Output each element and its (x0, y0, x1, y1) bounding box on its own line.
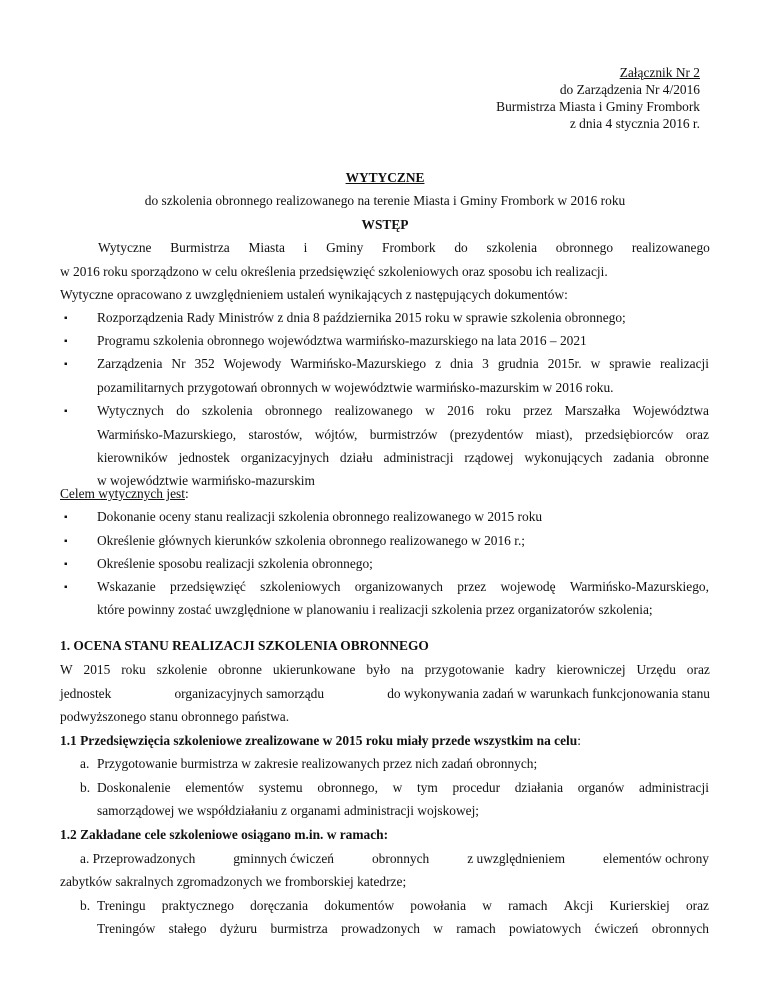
word: szkolenia (486, 240, 538, 255)
bullet-icon (64, 559, 68, 570)
word: Doskonalenie (97, 780, 171, 795)
word: oraz (686, 662, 710, 677)
word: w (590, 356, 601, 371)
document-item-4-line-1 (97, 403, 709, 419)
word: burmistrzów (369, 427, 438, 442)
word: szkolenie (156, 662, 208, 677)
word: przedsięwzięć (170, 579, 246, 594)
word: realizacji (659, 356, 709, 371)
document-item-4-line-4: w województwie warmińsko-mazurskim (97, 473, 315, 488)
word: Treningu (97, 898, 146, 913)
word: obronnego, (317, 780, 378, 795)
goal-item-1: Dokonanie oceny stanu realizacji szkolenia obronnego realizowanego w 2015 roku (97, 509, 543, 524)
list-label-a: a. (80, 756, 90, 771)
word: wójtów, (314, 427, 358, 442)
word: powołania (410, 898, 467, 913)
goals-label (60, 486, 710, 502)
intro-line-2: w 2016 roku sporządzono w celu określenia przedsięwzięć szkoleniowych oraz sposobu ich realizacji. (60, 264, 608, 279)
word: Wskazanie (97, 579, 156, 594)
word: organizowanych (354, 579, 443, 594)
word: było (366, 662, 391, 677)
word: sprawie (609, 356, 651, 371)
word: obronnych (651, 921, 709, 936)
section-1-paragraph-line-3: podwyższonego stanu obronnego państwa. (60, 709, 290, 724)
word: tym (416, 780, 438, 795)
goal-item-4-line-1 (97, 579, 709, 595)
word: Akcji (563, 898, 594, 913)
word: dnia (450, 356, 474, 371)
word: (prezydentów (449, 427, 524, 442)
bullet-icon (64, 536, 68, 547)
word: zadania (613, 450, 655, 465)
word: Kurierskiej (609, 898, 670, 913)
word: szkoleniowych (260, 579, 341, 594)
word: Frombork (382, 240, 436, 255)
word: przez (523, 403, 553, 418)
section-1-2-item-a-line-1 (80, 851, 709, 867)
word: elementów (185, 780, 245, 795)
intro-heading: WSTĘP (361, 217, 409, 232)
word: do (454, 240, 468, 255)
goal-item-3: Określenie sposobu realizacji szkolenia obronnego; (97, 556, 373, 571)
word: prowadzonych (341, 921, 420, 936)
word: burmistrza (270, 921, 328, 936)
section-1-2-heading: 1.2 Zakładane cele szkoleniowe osiągano m.in. w ramach: (60, 827, 389, 842)
section-1-1-item-b-line-2: samorządowej we współdziałaniu z organami administracji wojskowej; (97, 803, 480, 818)
list-label-b: b. (80, 898, 91, 913)
word: Treningów (97, 921, 156, 936)
word: organizacyjnych (240, 450, 330, 465)
bullet-icon (64, 359, 68, 370)
word: szkolenia (202, 403, 253, 418)
word: powiatowych (509, 921, 582, 936)
word: w (433, 921, 443, 936)
word: działania (514, 780, 564, 795)
section-1-paragraph-line-1 (60, 662, 710, 678)
word: organizacyjnych samorządu (174, 686, 325, 701)
word: realizowanego (631, 240, 710, 255)
annex-number: Załącznik Nr 2 (619, 65, 700, 80)
word: wojewodę (500, 579, 556, 594)
word: i (303, 240, 308, 255)
word: 352 (194, 356, 215, 371)
word: a. Przeprowadzonych (80, 851, 196, 866)
word: rządowej (464, 450, 514, 465)
word: Warmińsko-Mazurskiego, (97, 427, 237, 442)
word: miast), (535, 427, 573, 442)
word: doręczania (250, 898, 309, 913)
word: 2016 (447, 403, 474, 418)
section-1-2-item-b-line-2 (97, 921, 709, 937)
word: oraz (685, 427, 709, 442)
annex-header (496, 64, 700, 132)
word: Gminy (326, 240, 364, 255)
word: do (176, 403, 190, 418)
word: do wykonywania zadań w warunkach funkcjonowania stanu (387, 686, 710, 701)
list-label-b: b. (80, 780, 91, 795)
word: 2015r. (547, 356, 582, 371)
word: jednostek (60, 686, 112, 701)
word: obronne (218, 662, 262, 677)
word: kadry (515, 662, 546, 677)
word: praktycznego (161, 898, 234, 913)
bullet-icon (64, 406, 68, 417)
word: Wytyczne (98, 240, 152, 255)
word: przez (457, 579, 487, 594)
bullet-icon (64, 336, 68, 347)
goal-item-2: Określenie głównych kierunków szkolenia obronnego realizowanego w 2016 r.; (97, 533, 526, 548)
section-1-paragraph-line-2 (60, 686, 710, 702)
word: jednostek (178, 450, 230, 465)
document-item-3-line-1 (97, 356, 709, 372)
word: systemu (258, 780, 303, 795)
document-item-4-line-2 (97, 427, 709, 443)
intro-line-3: Wytyczne opracowano z uwzględnieniem ustaleń wynikających z następujących dokumentów: (60, 287, 568, 302)
word: przygotowanie (424, 662, 505, 677)
word: Warmińsko-Mazurskiego (290, 356, 427, 371)
goals-label-text: Celem wytycznych jest (60, 486, 185, 501)
word: grudnia (497, 356, 539, 371)
word: Województwa (632, 403, 709, 418)
intro-line-1 (98, 240, 710, 256)
word: organów (577, 780, 625, 795)
document-subtitle: do szkolenia obronnego realizowanego na terenie Miasta i Gminy Frombork w 2016 roku (144, 193, 626, 208)
word: stałego (168, 921, 207, 936)
word: ramach (508, 898, 548, 913)
word: W (60, 662, 73, 677)
document-item-1: Rozporządzenia Rady Ministrów z dnia 8 października 2015 roku w sprawie szkolenia obronnego; (97, 310, 626, 325)
section-1-1-colon: : (577, 733, 581, 748)
word: roku (121, 662, 146, 677)
word: w (425, 403, 435, 418)
document-item-4-line-3 (97, 450, 709, 466)
annex-mayor: Burmistrza Miasta i Gminy Frombork (496, 99, 700, 114)
word: z uwzględnieniem (467, 851, 566, 866)
word: Burmistrza (170, 240, 230, 255)
word: 3 (482, 356, 489, 371)
word: elementów ochrony (602, 851, 709, 866)
bullet-icon (64, 313, 68, 324)
word: administracji (639, 780, 709, 795)
word: Urzędu (636, 662, 676, 677)
section-1-1-item-a: Przygotowanie burmistrza w zakresie realizowanych przez nich zadań obronnych; (97, 756, 538, 771)
goal-item-4-line-2: które powinny zostać uwzględnione w planowaniu i realizacji szkolenia przez organizatorów szkolenia; (97, 602, 653, 617)
word: Nr (171, 356, 186, 371)
bullet-icon (64, 512, 68, 523)
section-1-2-item-b-line-1 (97, 898, 709, 914)
word: ukierunkowane (272, 662, 356, 677)
document-title: WYTYCZNE (345, 170, 425, 185)
section-1-heading: 1. OCENA STANU REALIZACJI SZKOLENIA OBRONNEGO (60, 638, 429, 653)
word: 2015 (83, 662, 111, 677)
word: realizowanego (334, 403, 413, 418)
word: z (435, 356, 442, 371)
word: wykonujących (524, 450, 603, 465)
word: obronnego (264, 403, 323, 418)
word: procedur (452, 780, 501, 795)
word: oraz (685, 898, 709, 913)
word: na (401, 662, 414, 677)
word: starostów, (248, 427, 303, 442)
annex-order: do Zarządzenia Nr 4/2016 (559, 82, 700, 97)
word: działu (339, 450, 373, 465)
word: dyżuru (219, 921, 258, 936)
section-1-1-heading (60, 733, 710, 749)
word: obronnego (555, 240, 614, 255)
word: kierowniczej (556, 662, 626, 677)
section-1-1-heading-text: 1.1 Przedsięwzięcia szkoleniowe zrealizowane w 2015 roku miały przede wszystkim na celu (60, 733, 578, 748)
word: obronne (665, 450, 709, 465)
document-item-3-line-2: pozamilitarnych przygotowań obronnych w województwie warmińsko-mazurskim w 2016 roku. (97, 380, 614, 395)
word: w (392, 780, 403, 795)
word: administracji (383, 450, 454, 465)
word: Marszałka (564, 403, 621, 418)
word: Warmińsko-Mazurskiego, (569, 579, 709, 594)
word: dokumentów (324, 898, 395, 913)
word: Miasta (248, 240, 285, 255)
document-item-2: Programu szkolenia obronnego województwa warmińsko-mazurskiego na lata 2016 – 2021 (97, 333, 587, 348)
word: w (482, 898, 492, 913)
word: roku (486, 403, 511, 418)
word: ramach (456, 921, 496, 936)
word: przedsiębiorców (584, 427, 674, 442)
section-1-1-item-b-line-1 (97, 780, 709, 796)
word: Wojewody (223, 356, 282, 371)
bullet-icon (64, 582, 68, 593)
word: gminnych ćwiczeń (233, 851, 334, 866)
word: Zarządzenia (97, 356, 163, 371)
word: obronnych (371, 851, 430, 866)
word: kierowników (97, 450, 168, 465)
annex-date: z dnia 4 stycznia 2016 r. (569, 116, 700, 131)
word: Wytycznych (97, 403, 164, 418)
section-1-2-item-a-line-2: zabytków sakralnych zgromadzonych we fromborskiej katedrze; (60, 874, 407, 889)
word: ćwiczeń (594, 921, 639, 936)
goals-colon: : (184, 486, 189, 501)
